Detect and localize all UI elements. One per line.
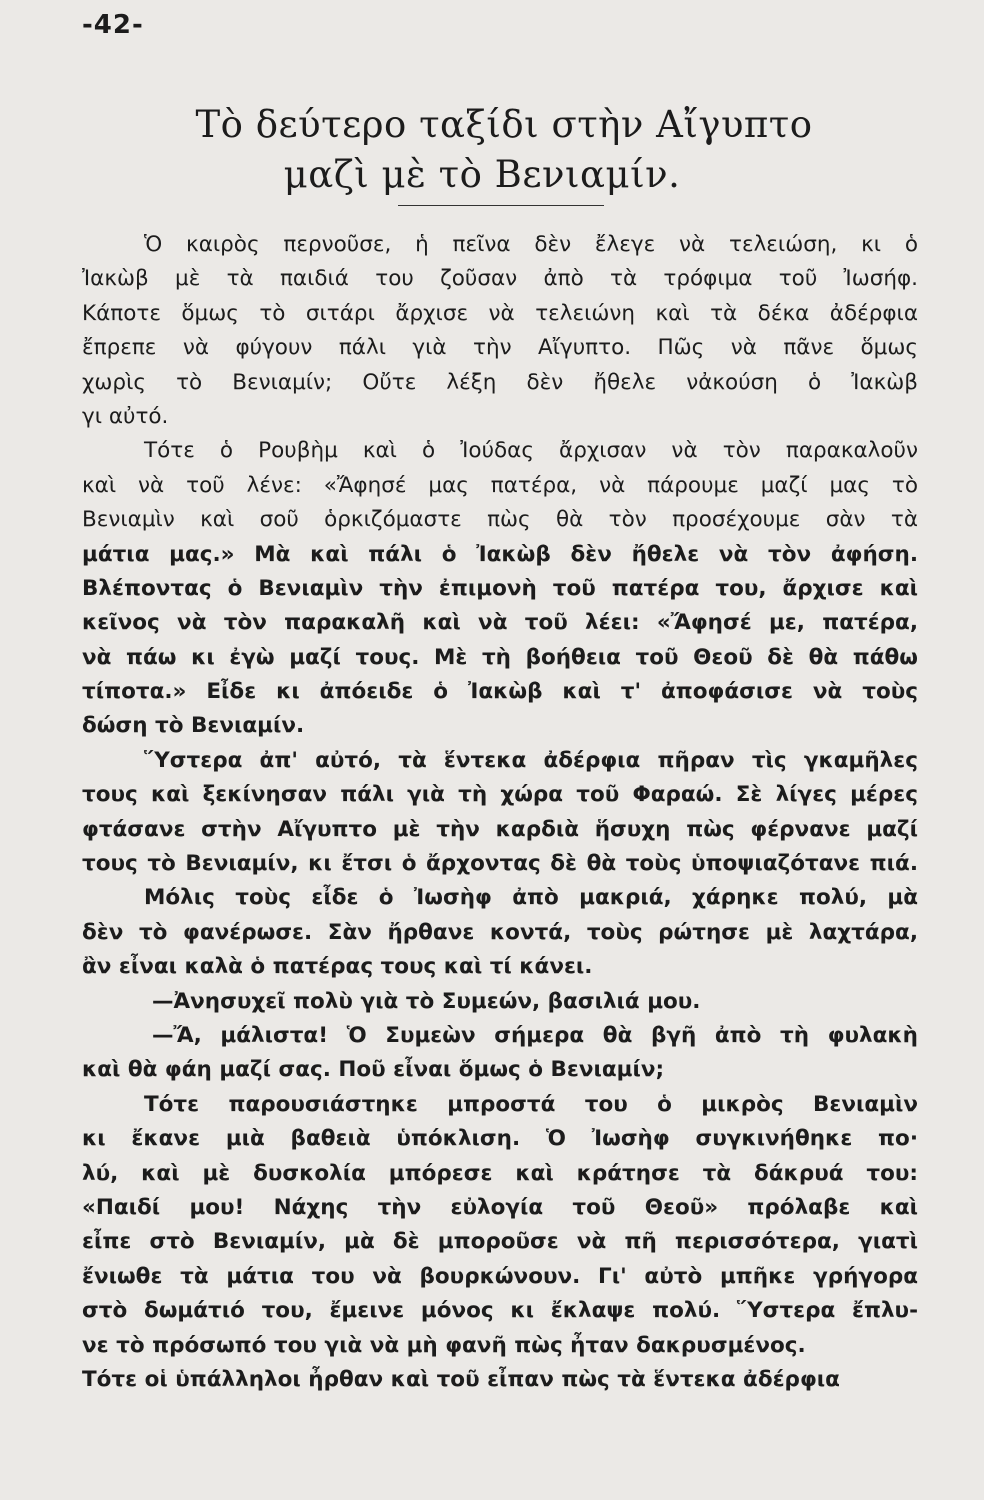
text-line [82,744,918,778]
text-line-content: Κάποτε ὅμως τὸ σιτάρι ἄρχισε νὰ τελειώνη καὶ τὰ δέκα ἀδέρφια [82,300,918,326]
text-line-content: —Ἄ, μάλιστα! Ὁ Συμεὼν σήμερα θὰ βγῆ ἀπὸ τὴ φυλακὴ [152,1022,918,1048]
text-line [82,1225,918,1259]
text-line [82,262,918,296]
text-line [82,469,918,503]
page-number: -42- [82,10,144,40]
text-line [82,1363,918,1397]
text-line [82,1053,918,1087]
text-line [82,881,918,915]
text-line-content: γι αὐτό. [82,403,169,429]
text-line-content: κι ἔκανε μιὰ βαθειὰ ὑπόκλιση. Ὁ Ἰωσὴφ συγκινήθηκε πο· [82,1126,918,1152]
text-line-content: Μόλις τοὺς εἶδε ὁ Ἰωσὴφ ἀπὸ μακριά, χάρηκε πολύ, μὰ [144,885,918,911]
text-line-content: δὲν τὸ φανέρωσε. Σὰν ἤρθανε κοντά, τοὺς ρώτησε μὲ λαχτάρα, [82,919,918,945]
text-line-content: Τότε ὁ Ρουβὴμ καὶ ὁ Ἰούδας ἄρχισαν νὰ τὸν παρακαλοῦν [144,438,918,464]
chapter-title-line-2: μαζὶ μὲ τὸ Βενιαμίν. [283,153,681,196]
text-line-content: ἂν εἶναι καλὰ ὁ πατέρας τους καὶ τί κάνει. [82,954,593,980]
text-line-content: ἔνιωθε τὰ μάτια του νὰ βουρκώνουν. Γι' αὐτὸ μπῆκε γρήγορα [82,1263,918,1289]
text-line-content: λύ, καὶ μὲ δυσκολία μπόρεσε καὶ κράτησε τὰ δάκρυά του: [82,1160,918,1186]
text-line-content: Τότε παρουσιάστηκε μπροστά του ὁ μικρὸς Βενιαμὶν [144,1091,918,1117]
text-line-content: τίποτα.» Εἶδε κι ἀπόειδε ὁ Ἰακὼβ καὶ τ' ἀποφάσισε νὰ τοὺς [82,679,918,705]
text-line [82,366,918,400]
text-line-content: Βενιαμὶν καὶ σοῦ ὁρκιζόμαστε πὼς θὰ τὸν προσέχουμε σὰν τὰ [82,507,918,533]
text-line [82,950,918,984]
text-line [82,572,918,606]
text-line [82,1088,918,1122]
text-line [82,538,918,572]
text-line-content: —Ἀνησυχεῖ πολὺ γιὰ τὸ Συμεών, βασιλιά μου. [152,988,701,1014]
text-line-content: χωρὶς τὸ Βενιαμίν; Οὔτε λέξη δὲν ἤθελε νἀκούση ὁ Ἰακὼβ [82,369,918,395]
text-line [82,1191,918,1225]
text-line [82,606,918,640]
text-line [82,503,918,537]
text-line [82,916,918,950]
text-line-content: κεῖνος νὰ τὸν παρακαλῆ καὶ νὰ τοῦ λέει: «Ἄφησέ με, πατέρα, [82,610,918,636]
text-line [82,847,918,881]
text-line [82,297,918,331]
title-divider [398,205,604,206]
text-line [82,778,918,812]
text-line [82,228,918,262]
text-line-content: στὸ δωμάτιό του, ἔμεινε μόνος κι ἔκλαψε πολύ. Ὕστερα ἔπλυ- [82,1298,918,1324]
text-line [82,1329,918,1363]
text-line [82,641,918,675]
text-line [82,434,918,468]
text-line [82,400,918,434]
text-line-content: Τότε οἱ ὑπάλληλοι ἦρθαν καὶ τοῦ εἶπαν πὼς τὰ ἕντεκα ἀδέρφια [82,1366,840,1392]
text-line-content: τους τὸ Βενιαμίν, κι ἔτσι ὁ ἄρχοντας δὲ θὰ τοὺς ὑποψιαζότανε πιά. [82,851,918,877]
text-line [82,1260,918,1294]
text-line-content: Βλέποντας ὁ Βενιαμὶν τὴν ἐπιμονὴ τοῦ πατέρα του, ἄρχισε καὶ [82,575,918,601]
text-line-content: «Παιδί μου! Νάχης τὴν εὐλογία τοῦ Θεοῦ» πρόλαβε καὶ [82,1194,918,1220]
text-line-content: Ὕστερα ἀπ' αὐτό, τὰ ἕντεκα ἀδέρφια πῆραν τὶς γκαμῆλες [144,747,918,773]
text-line-content: εἶπε στὸ Βενιαμίν, μὰ δὲ μποροῦσε νὰ πῆ περισσότερα, γιατὶ [82,1229,918,1255]
text-line-content: καὶ νὰ τοῦ λένε: «Ἄφησέ μας πατέρα, νὰ πάρουμε μαζί μας τὸ [82,472,918,498]
text-line-content: Ὁ καιρὸς περνοῦσε, ἡ πεῖνα δὲν ἔλεγε νὰ τελειώση, κι ὁ [144,232,918,257]
text-line-content: μάτια μας.» Μὰ καὶ πάλι ὁ Ἰακὼβ δὲν ἤθελε νὰ τὸν ἀφήση. [82,541,918,567]
text-line [82,331,918,365]
text-line-content: νε τὸ πρόσωπό του γιὰ νὰ μὴ φανῆ πὼς ἦταν δακρυσμένος. [82,1332,806,1358]
text-line [82,709,918,743]
text-line [82,675,918,709]
chapter-title-line-1: Τὸ δεύτερο ταξίδι στὴν Αἴγυπτο [195,103,813,146]
text-line-content: δώση τὸ Βενιαμίν. [82,713,305,739]
text-line-content: τους καὶ ξεκίνησαν πάλι γιὰ τὴ χώρα τοῦ Φαραώ. Σὲ λίγες μέρες [82,782,918,808]
text-line-content: νὰ πάω κι ἐγὼ μαζί τους. Μὲ τὴ βοήθεια τοῦ Θεοῦ δὲ θὰ πάθω [82,644,918,670]
text-line [82,985,918,1019]
text-line-content: Ἰακὼβ μὲ τὰ παιδιά του ζοῦσαν ἀπὸ τὰ τρόφιμα τοῦ Ἰωσήφ. [82,266,918,292]
body-text [82,228,918,1397]
text-line [82,1019,918,1053]
text-line [82,1157,918,1191]
text-line [82,813,918,847]
text-line-content: καὶ θὰ φάη μαζί σας. Ποῦ εἶναι ὅμως ὁ Βενιαμίν; [82,1057,665,1083]
text-line [82,1294,918,1328]
text-line-content: ἔπρεπε νὰ φύγουν πάλι γιὰ τὴν Αἴγυπτο. Πῶς νὰ πᾶνε ὅμως [82,335,918,361]
text-line [82,1122,918,1156]
text-line-content: φτάσανε στὴν Αἴγυπτο μὲ τὴν καρδιὰ ἥσυχη πὼς φέρνανε μαζί [82,816,918,842]
